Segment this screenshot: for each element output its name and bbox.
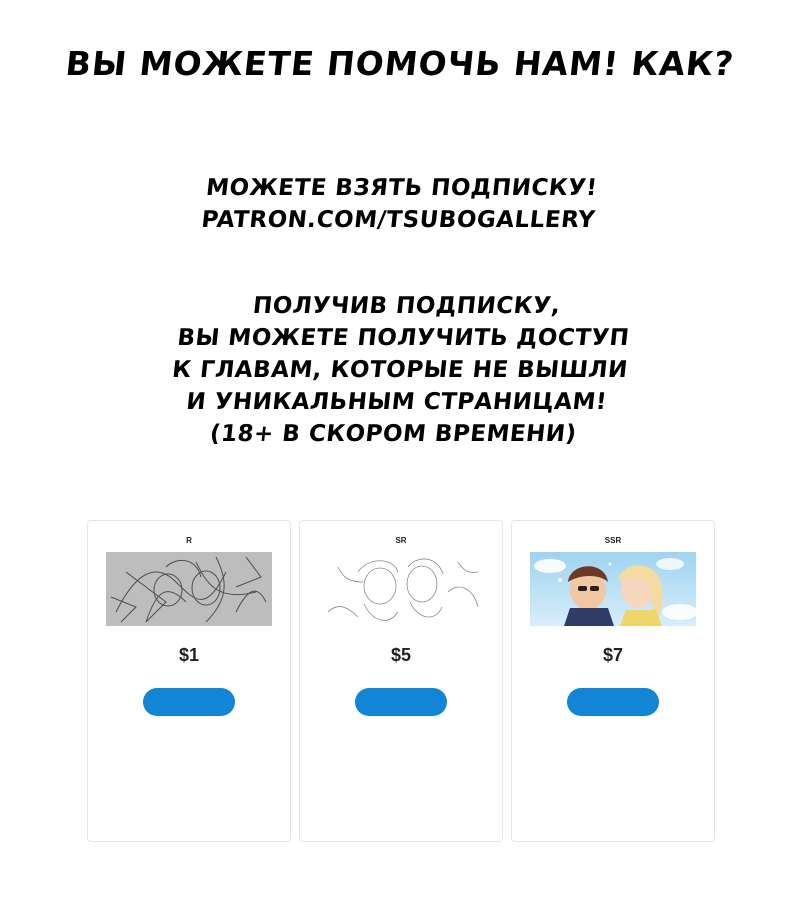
subscribe-block bbox=[0, 172, 800, 236]
subscribe-line: МОЖЕТЕ ВЗЯТЬ ПОДПИСКУ! bbox=[204, 175, 599, 201]
color-artwork bbox=[530, 552, 696, 626]
page-title: ВЫ МОЖЕТЕ ПОМОЧЬ НАМ! КАК? bbox=[63, 44, 737, 83]
benefits-block bbox=[0, 290, 800, 450]
join-tier-button[interactable] bbox=[567, 688, 659, 716]
tier-image-lineart bbox=[318, 552, 484, 626]
tier-name: R bbox=[186, 536, 192, 545]
lineart-artwork bbox=[318, 552, 484, 626]
sketch-artwork bbox=[106, 552, 272, 626]
tier-price: $7 bbox=[602, 645, 624, 665]
tier-name: SSR bbox=[604, 536, 622, 545]
tier-card-r bbox=[87, 520, 291, 842]
benefits-line: ПОЛУЧИВ ПОДПИСКУ, bbox=[251, 293, 562, 319]
benefits-line: (18+ В СКОРОМ ВРЕМЕНИ) bbox=[208, 421, 578, 447]
tier-price: $5 bbox=[390, 645, 412, 665]
tier-price: $1 bbox=[178, 645, 200, 665]
benefits-line: ВЫ МОЖЕТЕ ПОЛУЧИТЬ ДОСТУП bbox=[176, 325, 631, 351]
benefits-line: К ГЛАВАМ, КОТОРЫЕ НЕ ВЫШЛИ bbox=[170, 357, 630, 383]
tier-card-sr bbox=[299, 520, 503, 842]
patron-link[interactable]: PATRON.COM/TSUBOGALLERY bbox=[200, 207, 597, 233]
tier-name: SR bbox=[395, 536, 407, 545]
join-tier-button[interactable] bbox=[355, 688, 447, 716]
tier-image-color bbox=[530, 552, 696, 626]
benefits-line: И УНИКАЛЬНЫМ СТРАНИЦАМ! bbox=[185, 389, 609, 415]
join-tier-button[interactable] bbox=[143, 688, 235, 716]
tier-image-sketch bbox=[106, 552, 272, 626]
tier-card-ssr bbox=[511, 520, 715, 842]
tier-cards bbox=[87, 520, 715, 842]
